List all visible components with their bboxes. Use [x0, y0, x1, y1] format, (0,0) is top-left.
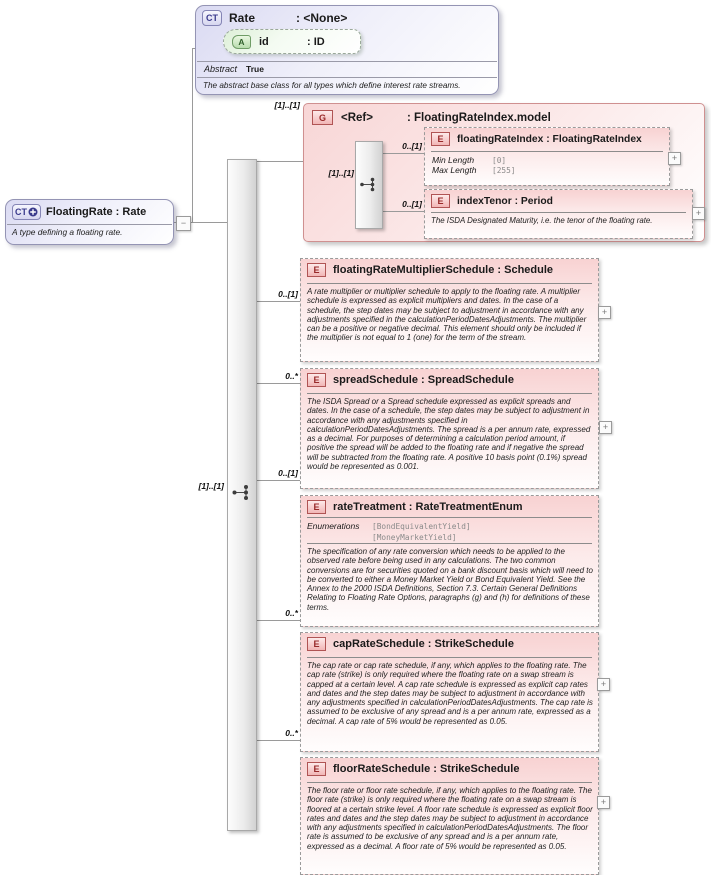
element-description: A rate multiplier or multiplier schedule to apply to the floating rate. A multiplier schedule is expressed as explicit multipliers and dates. In the case of a schedule, the step dates may be subject to adjustment in accordance with any adjustments specified in the calculationPeriodDatesAdjustments. The multiplier can be a positive or negative decimal. This element should only be included if the multiplier is not equal to 1 (one) for the term of the stream. — [307, 287, 587, 343]
element-title: rateTreatment : RateTreatmentEnum — [333, 501, 523, 513]
complex-type-extension-icon: CT — [12, 204, 41, 220]
element-icon: E — [307, 500, 326, 514]
attribute-name: id — [259, 35, 269, 48]
divider — [307, 517, 592, 518]
element-floatingrateindex[interactable] — [424, 127, 670, 186]
element-title: floatingRateMultiplierSchedule : Schedule — [333, 264, 554, 276]
element-caprateschedule[interactable] — [300, 632, 599, 752]
divider — [307, 782, 592, 783]
element-description: The specification of any rate conversion which needs to be applied to the observed rate before being used in any calculations. The two common conversions are for securities quoted on a bank discount basis which will need to be converted to either a Money Market Yield or Bond Equivalent Yield. See the Annex to the 2000 ISDA Definitions, Section 7.3. Certain General Definitions Relating to Floating Rate Options, paragraphs (g) and (h) for definitions of these terms. — [307, 547, 593, 612]
divider — [307, 283, 592, 284]
expand-button-spread[interactable] — [599, 421, 612, 434]
plus-icon: + — [602, 422, 609, 432]
cardinality-spread: 0..* — [285, 371, 298, 381]
group-floatingrateindex-model[interactable] — [303, 103, 705, 242]
attribute-icon: A — [232, 35, 251, 49]
element-icon: E — [431, 132, 450, 146]
element-title: floorRateSchedule : StrikeSchedule — [333, 763, 520, 775]
cardinality-caprate: 0..* — [285, 608, 298, 618]
divider — [307, 393, 592, 394]
element-icon: E — [307, 263, 326, 277]
group-name: <Ref> — [341, 111, 373, 124]
divider — [307, 657, 592, 658]
sequence-icon — [359, 177, 379, 192]
element-floorrateschedule[interactable] — [300, 757, 599, 875]
type-description: A type defining a floating rate. — [12, 227, 123, 237]
element-icon: E — [431, 194, 450, 208]
collapse-button[interactable] — [176, 216, 191, 231]
facet-label: Max Length — [432, 165, 477, 175]
element-description: The ISDA Designated Maturity, i.e. the tenor of the floating rate. — [431, 216, 653, 225]
divider — [431, 212, 686, 213]
expand-button-multiplier[interactable] — [598, 306, 611, 319]
divider — [7, 224, 172, 225]
complex-type-floatingrate[interactable] — [5, 199, 174, 245]
group-type: : FloatingRateIndex.model — [407, 111, 551, 124]
cardinality-inner-sequence: [1]..[1] — [328, 168, 354, 178]
attribute-type: : ID — [307, 35, 325, 48]
minus-icon: − — [180, 218, 187, 228]
type-description: The abstract base class for all types which define interest rate streams. — [203, 81, 461, 90]
expand-button-indextenor[interactable] — [692, 207, 705, 220]
inheritance-line — [192, 48, 193, 223]
element-description: The cap rate or cap rate schedule, if any, which applies to the floating rate. The cap rate (strike) is only required where the floating rate on a swap stream is capped at a certain level. A cap rate schedule is expressed as explicit cap rates and dates and the step dates may be subject to adjustment in accordance with any adjustments specified in calculationPeriodDatesAdjustments. The cap rate is assumed to be exclusive of any spread and is a per annum rate, expressed as a decimal. A cap rate of 5% would be represented as 0.05. — [307, 661, 593, 726]
element-description: The floor rate or floor rate schedule, if any, which applies to the floating rate. The floor rate (strike) is only required where the floating rate on a swap stream is floored at a certain strike level. A floor rate schedule is expressed as explicit floor rates and dates and the step dates may be subject to adjustment in accordance with any adjustments specified in calculationPeriodDatesAdjustments. The floor rate is assumed to be exclusive of any spread and is a per annum rate, expressed as a decimal. A floor rate of 5% would be represented as 0.05. — [307, 786, 593, 851]
element-indextenor[interactable] — [424, 189, 693, 239]
cardinality-multiplier: 0..[1] — [278, 289, 298, 299]
facet-label: Min Length — [432, 155, 475, 165]
enumerations-label: Enumerations — [307, 521, 360, 531]
expand-button-floorrate[interactable] — [597, 796, 610, 809]
element-title: indexTenor : Period — [457, 195, 553, 207]
element-title: spreadSchedule : SpreadSchedule — [333, 374, 514, 386]
connector-group — [257, 161, 304, 162]
cardinality-floatingrateindex: 0..[1] — [402, 141, 422, 151]
connector-floorrate — [257, 740, 301, 741]
element-spreadschedule[interactable] — [300, 368, 599, 489]
element-description: The ISDA Spread or a Spread schedule expressed as explicit spreads and dates. In the case of a schedule, the step dates may be subject to adjustment in accordance with any adjustments specified in calculationPeriodDatesAdjustments. The spread is a per annum rate, expressed as a decimal. For purposes of determining a calculation period amount, if positive the spread will be added to the floating rate and if negative the spread will be subtracted from the floating rate. A positive 10 basis point (0.1%) spread would be represented as 0.001. — [307, 397, 591, 472]
element-title: capRateSchedule : StrikeSchedule — [333, 638, 514, 650]
type-title: FloatingRate : Rate — [46, 206, 147, 218]
plus-icon: + — [600, 679, 607, 689]
element-title: floatingRateIndex : FloatingRateIndex — [457, 133, 642, 145]
facet-label-abstract: Abstract — [204, 64, 238, 74]
connector-spread — [257, 383, 301, 384]
enum-value: [BondEquivalentYield] — [372, 522, 471, 531]
plus-icon: + — [600, 797, 607, 807]
cardinality-ratetreatment: 0..[1] — [278, 468, 298, 478]
enum-value: [MoneyMarketYield] — [372, 533, 457, 542]
complex-type-rate[interactable] — [195, 5, 499, 95]
sequence-icon — [231, 484, 253, 501]
type-name: Rate — [229, 11, 256, 25]
cardinality-root: [1]..[1] — [198, 481, 224, 491]
plus-icon: + — [671, 153, 678, 163]
divider — [307, 543, 592, 544]
element-icon: E — [307, 762, 326, 776]
element-icon: E — [307, 373, 326, 387]
expand-button-floatingrateindex[interactable] — [668, 152, 681, 165]
facet-value-abstract: True — [246, 64, 264, 74]
plus-icon: + — [695, 208, 702, 218]
element-ratetreatment[interactable] — [300, 495, 599, 627]
facet-value: [255] — [492, 166, 516, 175]
type-base: : <None> — [296, 11, 348, 25]
element-floatingratemultiplierschedule[interactable] — [300, 258, 599, 362]
connector-caprate — [257, 620, 301, 621]
expand-button-caprate[interactable] — [597, 678, 610, 691]
divider — [197, 61, 497, 62]
cardinality-group: [1]..[1] — [274, 100, 300, 110]
cardinality-indextenor: 0..[1] — [402, 199, 422, 209]
connector-multiplier — [257, 301, 301, 302]
cardinality-floorrate: 0..* — [285, 728, 298, 738]
complex-type-icon: CT — [202, 10, 222, 26]
attribute-id[interactable] — [223, 29, 361, 54]
connector-ratetreatment — [257, 480, 301, 481]
connector-indextenor — [383, 211, 424, 212]
divider — [431, 151, 663, 152]
element-icon: E — [307, 637, 326, 651]
plus-icon: + — [601, 307, 608, 317]
connector-floatingrateindex — [383, 153, 424, 154]
divider — [197, 77, 497, 78]
group-icon: G — [312, 110, 333, 125]
facet-value: [0] — [492, 156, 507, 165]
